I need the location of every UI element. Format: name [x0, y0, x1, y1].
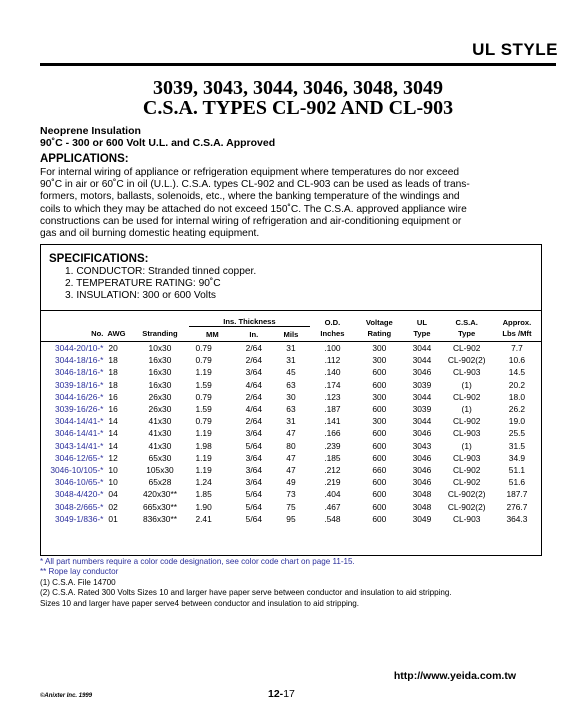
csa-type-cell: CL-902	[452, 477, 481, 488]
approx-weight-cell: 18.0	[508, 391, 526, 402]
stranding-cell: 41x30	[148, 440, 172, 451]
ul-type-cell: 3043	[412, 440, 432, 451]
thickness-in-cell: 4/64	[245, 404, 262, 415]
thickness-mm-cell: 1.98	[195, 440, 212, 451]
table-row	[41, 366, 541, 378]
ul-type-cell: 3044	[412, 355, 432, 366]
csa-type-cell: CL-902	[452, 416, 481, 427]
lbs-header: Lbs /Mft	[493, 327, 541, 342]
ul-type-cell: 3046	[412, 477, 432, 488]
table-row	[41, 452, 541, 464]
voltage-rating-cell: 600	[372, 404, 387, 415]
thickness-in-cell: 5/64	[245, 440, 262, 451]
thickness-mils-cell: 63	[286, 404, 296, 415]
applications-line: formers, motors, ballasts, solenoids, etc., where the banking temperature of the windings and	[40, 191, 460, 203]
od-inches-cell: .467	[324, 501, 341, 512]
od-inches-cell: .548	[324, 513, 341, 524]
ul-type-cell: 3048	[412, 489, 432, 500]
subtitle-rating: 90˚C - 300 or 600 Volt U.L. and C.S.A. Approved	[40, 137, 276, 149]
thickness-mm-cell: 1.59	[195, 404, 212, 415]
csa-type-cell: CL-903	[452, 513, 481, 524]
thickness-mils-cell: 73	[286, 489, 296, 500]
ul-type-cell: 3039	[412, 379, 432, 390]
spec-item-insulation: 3. INSULATION: 300 or 600 Volts	[65, 290, 216, 301]
ul-type-cell: 3046	[412, 464, 432, 475]
voltage-rating-cell: 600	[372, 440, 387, 451]
voltage-rating-cell: 300	[372, 343, 387, 354]
approx-weight-cell: 187.7	[506, 489, 528, 500]
applications-line: For internal wiring of appliance or refrigeration equipment where temperatures do nor exceed	[40, 167, 460, 178]
copyright: ©Anixter Inc. 1999	[40, 693, 93, 699]
od-header: Inches	[310, 327, 356, 342]
thickness-mm-cell: 1.19	[195, 452, 212, 463]
thickness-in-cell: 3/64	[245, 452, 262, 463]
thickness-mils-cell: 49	[286, 477, 296, 488]
csa-type-cell: (1)	[461, 379, 472, 390]
awg-cell: 02	[108, 501, 118, 512]
stranding-cell: 16x30	[148, 379, 172, 390]
table-row	[41, 464, 541, 476]
thickness-in-cell: 5/64	[245, 513, 262, 524]
thickness-in-cell: 2/64	[245, 416, 262, 427]
part-number-cell: 3049-1/836-*	[54, 513, 104, 524]
voltage-header: Rating	[355, 327, 403, 342]
ul-type-cell: 3046	[412, 367, 432, 378]
ul-type-cell: 3044	[412, 343, 432, 354]
applications-heading: APPLICATIONS:	[40, 153, 129, 165]
awg-cell: 01	[108, 513, 118, 524]
ul-type-cell: 3044	[412, 416, 432, 427]
od-inches-cell: .100	[324, 343, 341, 354]
table-row	[41, 500, 541, 512]
footnote-csa-rated: (2) C.S.A. Rated 300 Volts Sizes 10 and larger have paper serve between conductor and insulation to aid stripping.	[40, 588, 452, 598]
awg-cell: 18	[108, 379, 118, 390]
thickness-mm-cell: 1.19	[195, 428, 212, 439]
ul-type-cell: 3048	[412, 501, 432, 512]
thickness-in-cell: 2/64	[245, 355, 262, 366]
od-inches-cell: .239	[324, 440, 341, 451]
table-row	[41, 403, 541, 415]
csa-type-cell: CL-903	[452, 452, 481, 463]
thickness-mils-cell: 47	[286, 452, 296, 463]
table-row	[41, 440, 541, 452]
table-row	[41, 379, 541, 391]
csa-header-top: C.S.A.	[455, 317, 478, 327]
approx-weight-cell: 20.2	[508, 379, 526, 390]
awg-cell: 16	[108, 404, 118, 415]
stranding-cell: 26x30	[148, 391, 172, 402]
od-inches-cell: .166	[324, 428, 341, 439]
voltage-rating-cell: 600	[372, 513, 387, 524]
part-number-cell: 3044-18/16-*	[54, 355, 104, 366]
awg-cell: 04	[108, 489, 118, 500]
table-row	[41, 354, 541, 366]
table-row	[41, 342, 541, 355]
ul-type-cell: 3046	[412, 428, 432, 439]
stranding-cell: 665x30**	[142, 501, 177, 512]
csa-type-cell: (1)	[461, 440, 472, 451]
footnote-paper-serve: Sizes 10 and larger have paper serve4 between conductor and insulation to aid stripping.	[40, 598, 360, 608]
website-url[interactable]: http://www.yeida.com.tw	[393, 670, 516, 682]
part-number-cell: 3039-16/26-*	[54, 404, 104, 415]
thickness-in-cell: 2/64	[245, 343, 262, 354]
thickness-in-cell: 3/64	[245, 428, 262, 439]
footnote-color-code: * All part numbers require a color code designation, see color code chart on page 11-15.	[40, 557, 355, 566]
thickness-mm-cell: 1.24	[195, 477, 212, 488]
thickness-in-cell: 3/64	[245, 464, 262, 475]
od-inches-cell: .123	[324, 391, 341, 402]
page-section: 12-	[268, 688, 284, 700]
ul-type-cell: 3046	[412, 452, 432, 463]
thickness-in-cell: 3/64	[245, 367, 262, 378]
page-number	[268, 688, 295, 700]
awg-cell: 14	[108, 428, 118, 439]
applications-line: 90˚C in air or 60˚C in oil (U.L.). C.S.A. types CL-902 and CL-903 can be used as leads of trans-	[40, 179, 470, 191]
awg-cell: 20	[108, 343, 118, 354]
approx-weight-cell: 31.5	[508, 440, 526, 451]
od-inches-cell: .219	[324, 477, 341, 488]
voltage-rating-cell: 600	[372, 428, 387, 439]
csa-type-cell: CL-903	[452, 367, 481, 378]
part-number-cell: 3046-14/41-*	[54, 428, 104, 439]
stranding-cell: 420x30**	[142, 489, 177, 500]
table-row	[41, 427, 541, 439]
part-number-cell: 3043-14/41-*	[54, 440, 104, 451]
stranding-cell: 41x30	[148, 416, 172, 427]
table-row	[41, 513, 541, 525]
table-row	[41, 488, 541, 500]
thickness-mm-cell: 1.90	[195, 501, 212, 512]
ul-header-top: UL	[416, 317, 427, 327]
subtitle-insulation: Neoprene Insulation	[40, 125, 141, 137]
thickness-in-cell: 3/64	[245, 477, 262, 488]
thickness-mm-cell: 0.79	[195, 416, 212, 427]
voltage-rating-cell: 300	[372, 355, 387, 366]
table-row	[41, 391, 541, 403]
thickness-mils-cell: 45	[286, 367, 296, 378]
footnote-csa-file: (1) C.S.A. File 14700	[40, 577, 116, 587]
od-inches-cell: .404	[324, 489, 341, 500]
thickness-mm-cell: 0.79	[195, 355, 212, 366]
specifications-box	[40, 244, 542, 556]
applications-line: gas and oil burning domestic heating equipment.	[40, 228, 260, 240]
approx-weight-cell: 25.5	[508, 428, 526, 439]
approx-header-top: Approx.	[502, 317, 532, 327]
part-number-cell: 3048-2/665-*	[54, 501, 104, 512]
csa-type-cell: CL-902	[452, 391, 481, 402]
ul-type-cell: 3049	[412, 513, 432, 524]
voltage-rating-cell: 600	[372, 489, 387, 500]
stranding-header: Stranding	[131, 327, 190, 342]
csa-type-cell: CL-902(2)	[447, 489, 486, 500]
thickness-mils-cell: 47	[286, 464, 296, 475]
ul-type-cell: 3044	[412, 391, 432, 402]
applications-text	[40, 167, 540, 240]
voltage-rating-cell: 600	[372, 379, 387, 390]
thickness-mm-cell: 0.79	[195, 343, 212, 354]
thickness-in-cell: 2/64	[245, 391, 262, 402]
applications-line: coils to which they may be attached do not exceed 150˚C. The C.S.A. approved appliance wire	[40, 203, 467, 215]
voltage-rating-cell: 300	[372, 416, 387, 427]
awg-cell: 10	[108, 464, 118, 475]
thickness-mm-cell: 0.79	[195, 391, 212, 402]
stranding-cell: 16x30	[148, 367, 172, 378]
approx-weight-cell: 14.5	[508, 367, 526, 378]
approx-weight-cell: 10.6	[508, 355, 526, 366]
footnote-rope-lay: ** Rope lay conductor	[40, 567, 119, 577]
stranding-cell: 26x30	[148, 404, 172, 415]
thickness-mils-cell: 31	[286, 416, 296, 427]
mm-header: MM	[189, 327, 235, 342]
approx-weight-cell: 364.3	[506, 513, 528, 524]
awg-cell: 14	[108, 416, 118, 427]
awg-cell: 18	[108, 355, 118, 366]
awg-cell: 16	[108, 391, 118, 402]
spec-item-temperature: 2. TEMPERATURE RATING: 90˚C	[65, 278, 221, 289]
thickness-mils-cell: 30	[286, 391, 296, 402]
thickness-mils-cell: 31	[286, 343, 296, 354]
specifications-table	[41, 313, 541, 525]
od-header-top: O.D.	[324, 317, 341, 327]
thickness-mm-cell: 1.19	[195, 464, 212, 475]
csa-type-cell: CL-902	[452, 343, 481, 354]
approx-weight-cell: 34.9	[508, 452, 526, 463]
od-inches-cell: .187	[324, 404, 341, 415]
specifications-heading: SPECIFICATIONS:	[49, 253, 149, 265]
thickness-mm-cell: 1.59	[195, 379, 212, 390]
in-header: In.	[235, 327, 272, 342]
csa-type-cell: CL-902	[452, 464, 481, 475]
awg-cell: 10	[108, 477, 118, 488]
voltage-rating-cell: 600	[372, 477, 387, 488]
csa-type-cell: CL-902(2)	[447, 501, 486, 512]
title-line-2: C.S.A. TYPES CL-902 AND CL-903	[142, 97, 454, 119]
thickness-mm-cell: 1.19	[195, 367, 212, 378]
thickness-mm-cell: 2.41	[195, 513, 212, 524]
applications-line: constructions can be used for internal wiring of refrigeration and air-conditioning equipment or	[40, 215, 462, 227]
thickness-mils-cell: 75	[286, 501, 296, 512]
part-number-cell: 3046-10/65-*	[54, 477, 104, 488]
stranding-cell: 10x30	[148, 343, 172, 354]
header-divider	[40, 63, 556, 66]
stranding-cell: 65x28	[148, 477, 172, 488]
approx-weight-cell: 276.7	[506, 501, 528, 512]
stranding-cell: 41x30	[148, 428, 172, 439]
thickness-in-cell: 5/64	[245, 501, 262, 512]
approx-weight-cell: 51.1	[508, 464, 526, 475]
table-row	[41, 415, 541, 427]
part-number-cell: 3044-14/41-*	[54, 416, 104, 427]
approx-weight-cell: 51.6	[508, 477, 526, 488]
csa-type-header: Type	[440, 327, 492, 342]
od-inches-cell: .185	[324, 452, 341, 463]
stranding-cell: 836x30**	[142, 513, 177, 524]
voltage-rating-cell: 600	[372, 452, 387, 463]
part-number-cell: 3046-18/16-*	[54, 367, 104, 378]
footnotes	[40, 557, 452, 609]
ul-type-cell: 3039	[412, 404, 432, 415]
csa-type-cell: (1)	[461, 404, 472, 415]
approx-weight-cell: 19.0	[508, 416, 526, 427]
approx-weight-cell: 7.7	[511, 343, 523, 354]
od-inches-cell: .141	[324, 416, 341, 427]
csa-type-cell: CL-902(2)	[447, 355, 486, 366]
thickness-mils-cell: 95	[286, 513, 296, 524]
part-number-cell: 3039-18/16-*	[54, 379, 104, 390]
part-number-cell: 3044-20/10-*	[54, 343, 104, 354]
voltage-rating-cell: 600	[372, 367, 387, 378]
od-inches-cell: .174	[324, 379, 341, 390]
stranding-cell: 16x30	[148, 355, 172, 366]
thickness-mm-cell: 1.85	[195, 489, 212, 500]
thickness-in-cell: 5/64	[245, 489, 262, 500]
awg-cell: 12	[108, 452, 118, 463]
od-inches-cell: .112	[324, 355, 341, 366]
part-number-cell: 3046-10/105-*	[50, 464, 104, 475]
part-number-cell: 3048-4/420-*	[54, 489, 104, 500]
spec-item-conductor: 1. CONDUCTOR: Stranded tinned copper.	[65, 266, 257, 277]
csa-type-cell: CL-903	[452, 428, 481, 439]
stranding-cell: 65x30	[148, 452, 172, 463]
thickness-mils-cell: 80	[286, 440, 296, 451]
part-number-cell: 3046-12/65-*	[54, 452, 104, 463]
page-index: 17	[283, 688, 295, 700]
part-number-cell: 3044-16/26-*	[54, 391, 104, 402]
awg-cell: 14	[108, 440, 118, 451]
voltage-rating-cell: 660	[372, 464, 387, 475]
awg-header: AWG	[105, 327, 130, 342]
od-inches-cell: .140	[324, 367, 341, 378]
thickness-mils-cell: 31	[286, 355, 296, 366]
header-title: UL STYLE	[472, 40, 558, 59]
thickness-in-cell: 4/64	[245, 379, 262, 390]
voltage-header-top: Voltage	[365, 317, 393, 327]
thickness-mils-cell: 63	[286, 379, 296, 390]
stranding-cell: 105x30	[146, 464, 174, 475]
od-inches-cell: .212	[324, 464, 341, 475]
ul-type-header: Type	[403, 327, 440, 342]
table-row	[41, 476, 541, 488]
voltage-rating-cell: 600	[372, 501, 387, 512]
spec-table-divider	[41, 310, 541, 311]
no-header: No.	[41, 327, 105, 342]
voltage-rating-cell: 300	[372, 391, 387, 402]
awg-cell: 18	[108, 367, 118, 378]
title-line-1: 3039, 3043, 3044, 3046, 3048, 3049	[153, 77, 443, 99]
approx-weight-cell: 26.2	[508, 404, 526, 415]
mils-header: Mils	[272, 327, 309, 342]
ins-thickness-header: Ins. Thickness	[189, 313, 309, 327]
thickness-mils-cell: 47	[286, 428, 296, 439]
